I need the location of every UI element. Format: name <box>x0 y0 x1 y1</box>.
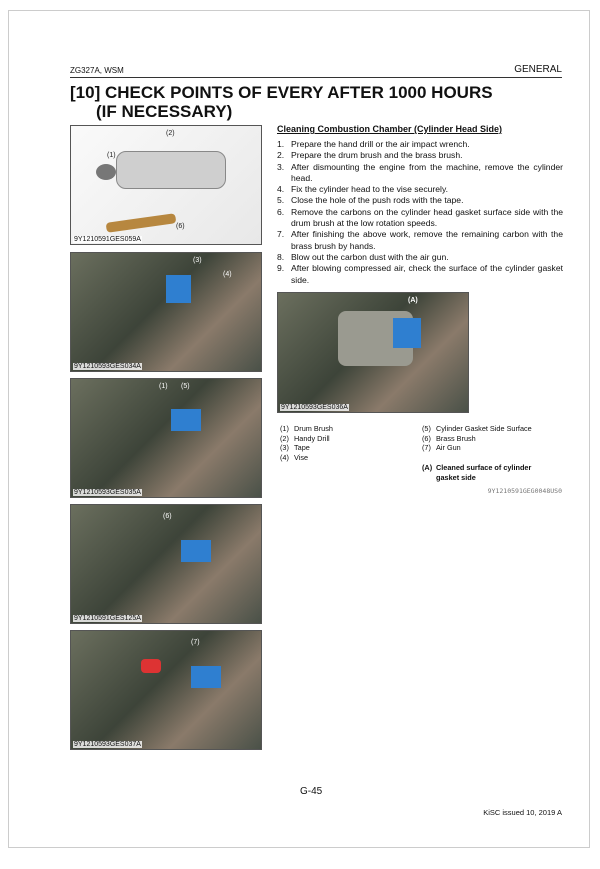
item-number: (7) <box>422 443 431 453</box>
callout: (6) <box>163 513 172 520</box>
item-number: 6. <box>277 206 285 217</box>
item-text: Fix the cylinder head to the vise securely. <box>291 184 448 195</box>
list-item <box>280 424 333 434</box>
model-header: ZG327A, WSM <box>70 66 124 75</box>
figure-drum-brush <box>70 378 262 498</box>
figure-cleaned-surface <box>277 292 469 413</box>
list-item <box>277 252 563 263</box>
list-item <box>280 434 333 444</box>
section-header: GENERAL <box>514 64 562 75</box>
callout: (1) <box>107 152 116 159</box>
note-number: (A) <box>422 463 433 472</box>
issue-info: KiSC issued 10, 2019 A <box>483 808 562 817</box>
figure-tools <box>70 125 262 245</box>
figure-caption: 9Y1210591GES125A <box>74 615 141 622</box>
callout: (6) <box>176 223 185 230</box>
item-text: Remove the carbons on the cylinder head gasket surface side with the drum brush at the low rotation speeds. <box>291 206 563 229</box>
page-number: G-45 <box>300 786 323 797</box>
item-text: Brass Brush <box>436 433 476 443</box>
callout: (1) <box>159 383 168 390</box>
item-text: Handy Drill <box>294 433 330 443</box>
list-item <box>277 139 563 150</box>
item-number: (5) <box>422 424 431 433</box>
callout: (5) <box>181 383 190 390</box>
callout: (A) <box>408 297 418 304</box>
figure-caption: 9Y1210593GES037A <box>74 741 141 748</box>
item-number: (1) <box>280 424 289 433</box>
title-line-1: [10] CHECK POINTS OF EVERY AFTER 1000 HOURS <box>70 83 493 102</box>
item-number: (4) <box>280 452 289 462</box>
list-item <box>277 207 563 230</box>
item-text: Prepare the drum brush and the brass brush. <box>291 150 463 161</box>
list-item <box>280 443 333 453</box>
item-text: After finishing the above work, remove the remaining carbon with the brass brush by hands. <box>291 229 563 251</box>
figure-caption: 9Y1210591GES059A <box>74 236 141 243</box>
legend-left <box>280 424 333 462</box>
note-text: Cleaned surface of cylinder gasket side <box>436 463 532 482</box>
figure-caption: 9Y1210593GES034A <box>74 363 141 370</box>
list-item <box>277 195 563 206</box>
title-line-2: (IF NECESSARY) <box>96 102 233 121</box>
item-text: Air Gun <box>436 443 461 453</box>
callout: (3) <box>193 257 202 264</box>
callout: (4) <box>223 271 232 278</box>
procedure-steps <box>277 139 563 286</box>
item-number: 8. <box>277 251 285 262</box>
list-item <box>422 443 532 453</box>
figure-tape-vise <box>70 252 262 372</box>
item-number: (6) <box>422 433 431 443</box>
section-heading: Cleaning Combustion Chamber (Cylinder Head Side) <box>277 124 503 134</box>
list-item <box>277 263 563 286</box>
item-number: 1. <box>277 139 285 149</box>
item-text: Tape <box>294 443 310 453</box>
figure-caption: 9Y1210593GES036A <box>281 404 348 411</box>
item-number: 5. <box>277 195 285 206</box>
list-item <box>422 424 532 434</box>
item-text: After blowing compressed air, check the surface of the cylinder gasket side. <box>291 263 563 285</box>
item-number: 9. <box>277 263 285 274</box>
list-item <box>277 150 563 161</box>
item-text: Blow out the carbon dust with the air gun. <box>291 251 449 262</box>
list-item <box>280 453 333 463</box>
list-item <box>277 184 563 195</box>
header-rule <box>70 77 562 78</box>
item-number: 7. <box>277 229 285 240</box>
figure-brass-brush <box>70 504 262 624</box>
item-number: (3) <box>280 443 289 453</box>
list-item <box>422 434 532 444</box>
document-code: 9Y1210591GEG0048US0 <box>487 487 562 495</box>
list-item <box>277 229 563 252</box>
item-text: After dismounting the engine from the machine, remove the cylinder head. <box>291 161 563 183</box>
item-number: 3. <box>277 161 285 172</box>
list-item <box>277 162 563 185</box>
item-text: Cylinder Gasket Side Surface <box>436 424 532 433</box>
item-text: Drum Brush <box>294 424 333 433</box>
figure-caption: 9Y1210593GES035A <box>74 489 141 496</box>
callout: (2) <box>166 130 175 137</box>
callout: (7) <box>191 639 200 646</box>
item-number: (2) <box>280 433 289 443</box>
item-text: Vise <box>294 452 309 462</box>
item-text: Prepare the hand drill or the air impact wrench. <box>291 139 470 149</box>
item-number: 2. <box>277 150 285 161</box>
legend-note <box>422 463 552 482</box>
item-text: Close the hole of the push rods with the tape. <box>291 195 464 206</box>
legend-right <box>422 424 532 453</box>
figure-air-gun <box>70 630 262 750</box>
page-title <box>70 83 493 121</box>
item-number: 4. <box>277 184 285 195</box>
